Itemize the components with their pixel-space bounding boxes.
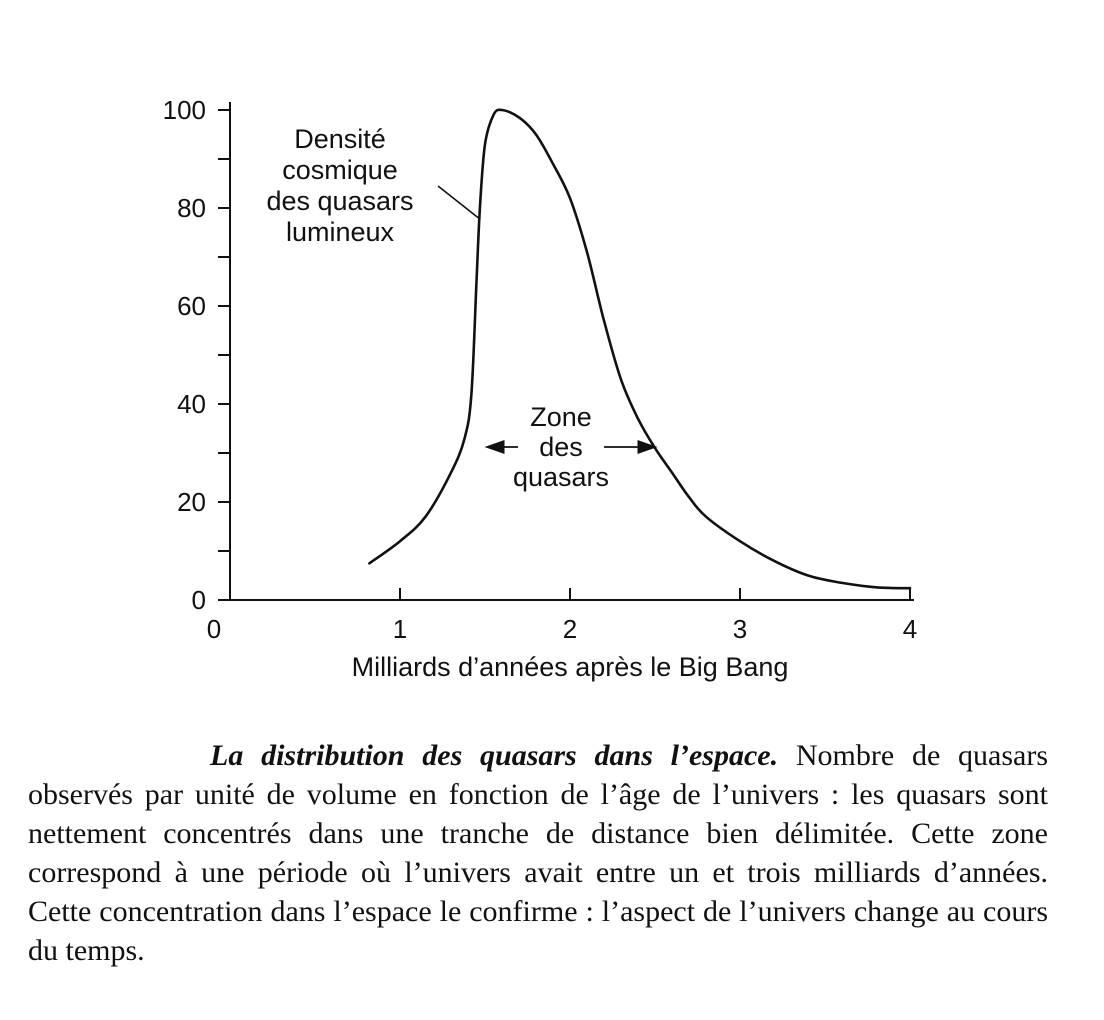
caption-title: La distribution des quasars dans l’espace.	[210, 739, 779, 772]
x-tick-label: 3	[732, 614, 748, 644]
x-tick-label: 1	[392, 614, 408, 644]
annotations	[266, 124, 657, 492]
curve-label-line: lumineux	[285, 217, 395, 247]
ticks	[163, 95, 918, 644]
x-tick-label: 2	[562, 614, 578, 644]
y-tick-label: 0	[191, 585, 206, 615]
y-tick-label: 80	[177, 193, 206, 223]
zone-label-line: quasars	[512, 462, 610, 492]
curve-label-line: des quasars	[266, 186, 414, 216]
zone-arrow-left-head	[485, 440, 505, 454]
x-tick-label: 0	[206, 614, 222, 644]
zone-label-line: Zone	[530, 402, 592, 432]
caption-body: Nombre de quasars observés par unité de volume en fonction de l’âge de l’univers : les quasars sont nettement concentrés dans une tranche de distance bien délimitée. Cette zone correspond à une période où l’univers avait entre un et trois milliards d’années. Cette concentration dans l’espace le confirme : l’aspect de l’univers change au cours du temps.	[28, 739, 1049, 967]
y-tick-label: 40	[177, 389, 206, 419]
density-curve	[369, 110, 910, 588]
figure-caption	[28, 736, 1048, 970]
curve-label-line: Densité	[294, 124, 386, 154]
y-tick-label: 60	[177, 291, 206, 321]
y-tick-label: 20	[177, 487, 206, 517]
y-tick-label: 100	[162, 95, 206, 125]
x-tick-label: 4	[902, 614, 918, 644]
x-axis-title: Milliards d’années après le Big Bang	[351, 652, 789, 682]
zone-arrow-right-head	[638, 440, 658, 454]
curve-label-leader	[438, 186, 478, 218]
series	[369, 110, 910, 588]
curve-label-line: cosmique	[282, 155, 398, 185]
zone-label-line: des	[539, 432, 583, 462]
